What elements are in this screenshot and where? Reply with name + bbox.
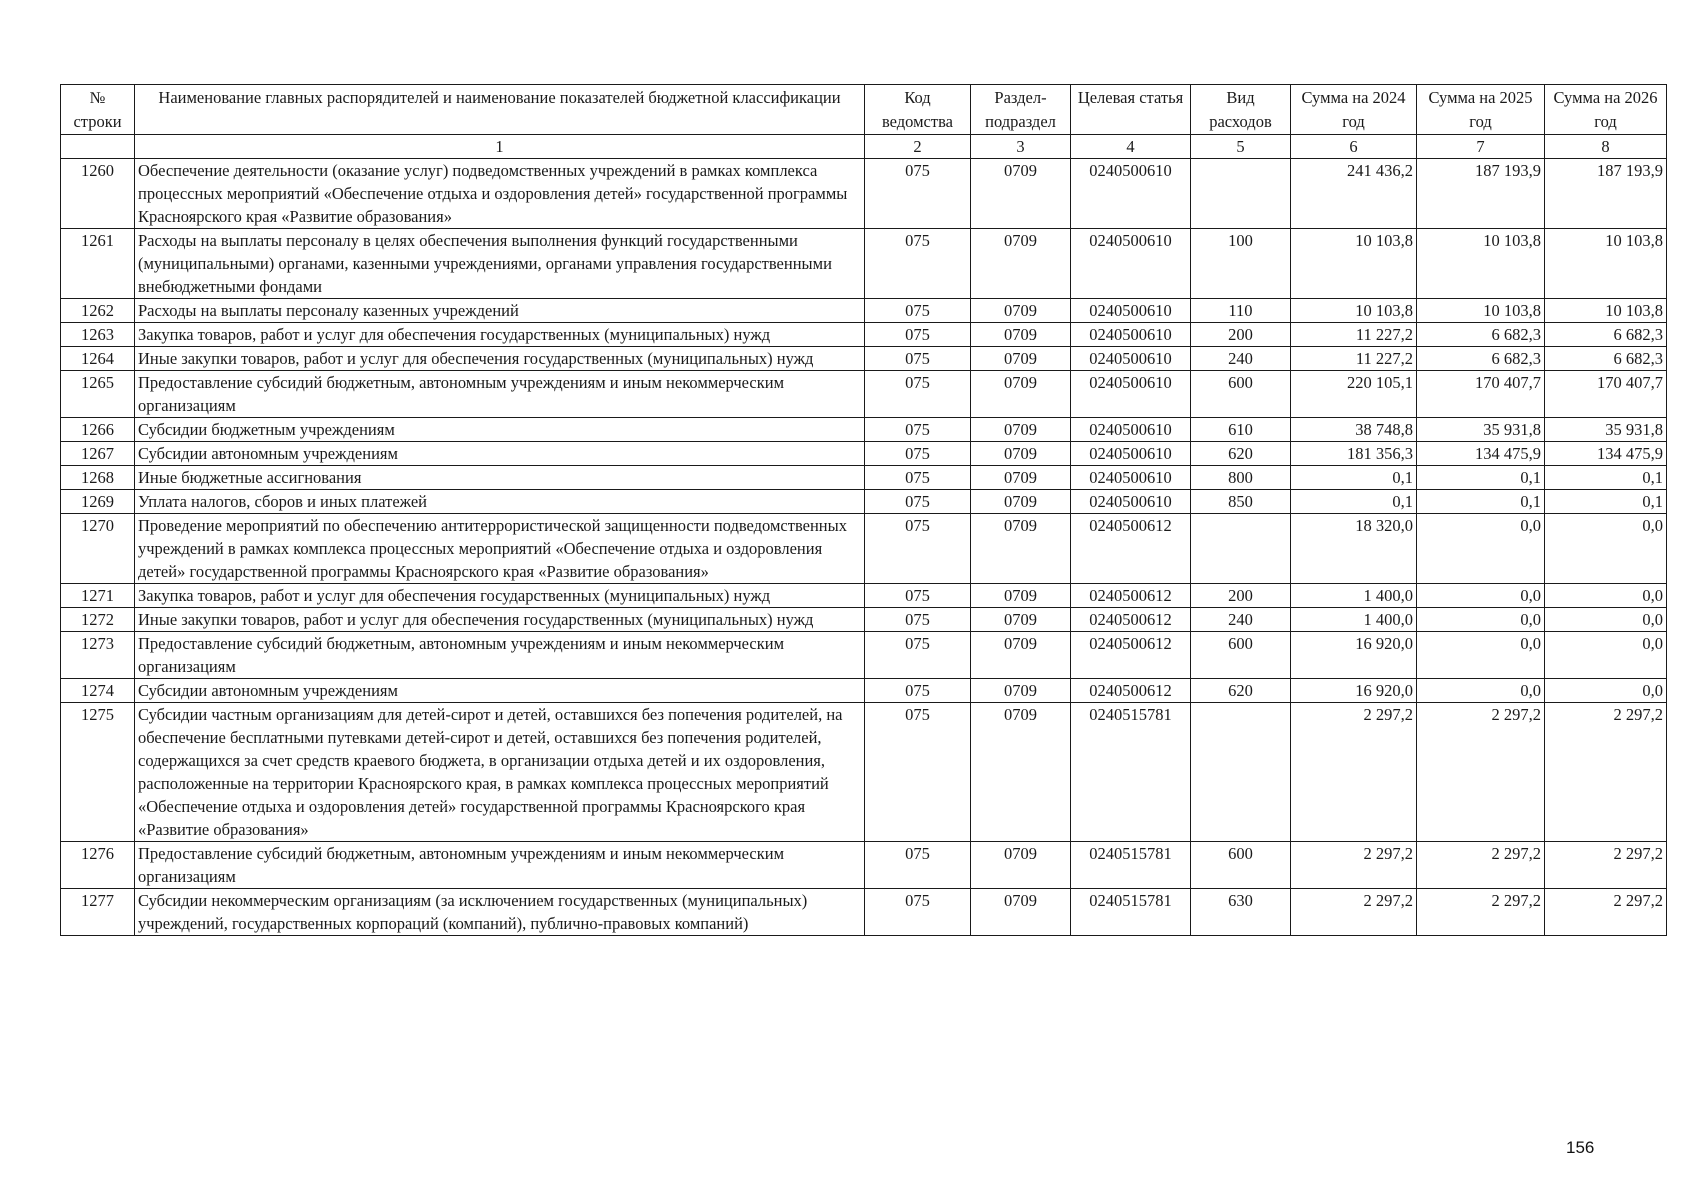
- header-expense-type: Вид расходов: [1191, 85, 1291, 135]
- table-row: [61, 371, 1667, 418]
- header-sum-2025: Сумма на 2025 год: [1417, 85, 1545, 135]
- cell-section: 0709: [971, 371, 1071, 418]
- cell-row-number: 1263: [61, 323, 135, 347]
- cell-target-item: 0240500610: [1071, 442, 1191, 466]
- table-row: [61, 229, 1667, 299]
- cell-sum-2024: 10 103,8: [1291, 229, 1417, 299]
- cell-section: 0709: [971, 466, 1071, 490]
- cell-sum-2026: 0,1: [1545, 490, 1667, 514]
- cell-section: 0709: [971, 608, 1071, 632]
- cell-row-number: 1271: [61, 584, 135, 608]
- cell-sum-2024: 2 297,2: [1291, 889, 1417, 936]
- cell-target-item: 0240500612: [1071, 632, 1191, 679]
- cell-name: Субсидии автономным учреждениям: [135, 679, 865, 703]
- table-row: [61, 889, 1667, 936]
- cell-sum-2025: 6 682,3: [1417, 347, 1545, 371]
- cell-department-code: 075: [865, 514, 971, 584]
- cell-target-item: 0240500612: [1071, 584, 1191, 608]
- cell-section: 0709: [971, 418, 1071, 442]
- cell-row-number: 1268: [61, 466, 135, 490]
- cell-target-item: 0240500610: [1071, 466, 1191, 490]
- table-row: [61, 159, 1667, 229]
- column-number: 4: [1071, 135, 1191, 159]
- cell-section: 0709: [971, 490, 1071, 514]
- cell-section: 0709: [971, 842, 1071, 889]
- cell-name: Иные закупки товаров, работ и услуг для обеспечения государственных (муниципальных) нужд: [135, 608, 865, 632]
- cell-sum-2026: 35 931,8: [1545, 418, 1667, 442]
- cell-sum-2026: 6 682,3: [1545, 347, 1667, 371]
- table-header: [61, 85, 1667, 159]
- column-number: 6: [1291, 135, 1417, 159]
- cell-name: Предоставление субсидий бюджетным, автономным учреждениям и иным некоммерческим организациям: [135, 842, 865, 889]
- cell-sum-2024: 11 227,2: [1291, 323, 1417, 347]
- cell-sum-2025: 187 193,9: [1417, 159, 1545, 229]
- cell-sum-2026: 2 297,2: [1545, 842, 1667, 889]
- cell-row-number: 1273: [61, 632, 135, 679]
- cell-name: Расходы на выплаты персоналу казенных учреждений: [135, 299, 865, 323]
- cell-expense-type: 110: [1191, 299, 1291, 323]
- cell-section: 0709: [971, 347, 1071, 371]
- cell-expense-type: [1191, 703, 1291, 842]
- cell-section: 0709: [971, 229, 1071, 299]
- cell-sum-2026: 2 297,2: [1545, 703, 1667, 842]
- cell-name: Субсидии автономным учреждениям: [135, 442, 865, 466]
- cell-section: 0709: [971, 323, 1071, 347]
- cell-department-code: 075: [865, 371, 971, 418]
- cell-sum-2025: 0,0: [1417, 679, 1545, 703]
- cell-sum-2025: 0,0: [1417, 584, 1545, 608]
- cell-name: Предоставление субсидий бюджетным, автономным учреждениям и иным некоммерческим организациям: [135, 371, 865, 418]
- cell-target-item: 0240500610: [1071, 299, 1191, 323]
- cell-sum-2026: 170 407,7: [1545, 371, 1667, 418]
- cell-expense-type: 600: [1191, 632, 1291, 679]
- cell-department-code: 075: [865, 323, 971, 347]
- cell-expense-type: [1191, 159, 1291, 229]
- cell-name: Уплата налогов, сборов и иных платежей: [135, 490, 865, 514]
- table-row: [61, 490, 1667, 514]
- column-number: 3: [971, 135, 1071, 159]
- cell-row-number: 1270: [61, 514, 135, 584]
- cell-sum-2025: 35 931,8: [1417, 418, 1545, 442]
- cell-name: Закупка товаров, работ и услуг для обеспечения государственных (муниципальных) нужд: [135, 584, 865, 608]
- cell-row-number: 1274: [61, 679, 135, 703]
- cell-expense-type: 600: [1191, 842, 1291, 889]
- cell-sum-2025: 134 475,9: [1417, 442, 1545, 466]
- cell-sum-2026: 187 193,9: [1545, 159, 1667, 229]
- cell-expense-type: 200: [1191, 323, 1291, 347]
- cell-sum-2025: 2 297,2: [1417, 889, 1545, 936]
- cell-section: 0709: [971, 679, 1071, 703]
- cell-sum-2025: 2 297,2: [1417, 842, 1545, 889]
- cell-sum-2026: 0,1: [1545, 466, 1667, 490]
- header-sum-2026: Сумма на 2026 год: [1545, 85, 1667, 135]
- cell-expense-type: 620: [1191, 442, 1291, 466]
- cell-expense-type: 850: [1191, 490, 1291, 514]
- cell-department-code: 075: [865, 703, 971, 842]
- cell-section: 0709: [971, 703, 1071, 842]
- cell-sum-2025: 0,1: [1417, 466, 1545, 490]
- cell-row-number: 1265: [61, 371, 135, 418]
- cell-sum-2024: 1 400,0: [1291, 584, 1417, 608]
- cell-sum-2026: 2 297,2: [1545, 889, 1667, 936]
- cell-sum-2026: 0,0: [1545, 679, 1667, 703]
- cell-row-number: 1272: [61, 608, 135, 632]
- cell-expense-type: 800: [1191, 466, 1291, 490]
- cell-sum-2024: 11 227,2: [1291, 347, 1417, 371]
- cell-section: 0709: [971, 632, 1071, 679]
- cell-sum-2024: 10 103,8: [1291, 299, 1417, 323]
- table-row: [61, 442, 1667, 466]
- header-section: Раздел-подраздел: [971, 85, 1071, 135]
- cell-name: Иные бюджетные ассигнования: [135, 466, 865, 490]
- cell-expense-type: 240: [1191, 608, 1291, 632]
- cell-target-item: 0240500610: [1071, 371, 1191, 418]
- table-row: [61, 466, 1667, 490]
- cell-row-number: 1275: [61, 703, 135, 842]
- cell-target-item: 0240500612: [1071, 608, 1191, 632]
- cell-name: Предоставление субсидий бюджетным, автономным учреждениям и иным некоммерческим организациям: [135, 632, 865, 679]
- cell-section: 0709: [971, 159, 1071, 229]
- cell-sum-2026: 0,0: [1545, 514, 1667, 584]
- cell-target-item: 0240500610: [1071, 490, 1191, 514]
- table-row: [61, 418, 1667, 442]
- cell-department-code: 075: [865, 418, 971, 442]
- cell-department-code: 075: [865, 679, 971, 703]
- cell-sum-2024: 181 356,3: [1291, 442, 1417, 466]
- cell-department-code: 075: [865, 466, 971, 490]
- cell-department-code: 075: [865, 299, 971, 323]
- cell-sum-2025: 0,0: [1417, 632, 1545, 679]
- cell-target-item: 0240500610: [1071, 323, 1191, 347]
- cell-target-item: 0240500610: [1071, 159, 1191, 229]
- cell-row-number: 1276: [61, 842, 135, 889]
- cell-sum-2024: 38 748,8: [1291, 418, 1417, 442]
- table-row: [61, 323, 1667, 347]
- table-body: [61, 159, 1667, 936]
- cell-department-code: 075: [865, 842, 971, 889]
- cell-sum-2024: 2 297,2: [1291, 842, 1417, 889]
- cell-target-item: 0240500610: [1071, 418, 1191, 442]
- header-row-number: № строки: [61, 85, 135, 135]
- cell-sum-2025: 0,0: [1417, 514, 1545, 584]
- table-row: [61, 299, 1667, 323]
- table-row: [61, 679, 1667, 703]
- cell-sum-2025: 10 103,8: [1417, 229, 1545, 299]
- cell-section: 0709: [971, 584, 1071, 608]
- cell-name: Субсидии частным организациям для детей-сирот и детей, оставшихся без попечения родителей, на обеспечение бесплатными путевками детей-сирот и детей, оставшихся без попечения родителей, содержащихся за счет средств краевого бюджета, в организации отдыха детей и их оздоровления, расположенные на территории Красноярского края, в рамках комплекса процессных мероприятий «Обеспечение отдыха и оздоровления детей» государственной программы Красноярского края «Развитие образования»: [135, 703, 865, 842]
- cell-sum-2026: 0,0: [1545, 584, 1667, 608]
- cell-department-code: 075: [865, 632, 971, 679]
- cell-sum-2026: 0,0: [1545, 632, 1667, 679]
- cell-target-item: 0240500610: [1071, 347, 1191, 371]
- cell-department-code: 075: [865, 608, 971, 632]
- budget-document: [60, 84, 1666, 936]
- cell-department-code: 075: [865, 347, 971, 371]
- cell-expense-type: 240: [1191, 347, 1291, 371]
- column-number: 2: [865, 135, 971, 159]
- cell-department-code: 075: [865, 584, 971, 608]
- cell-department-code: 075: [865, 442, 971, 466]
- header-sum-2024: Сумма на 2024 год: [1291, 85, 1417, 135]
- cell-section: 0709: [971, 514, 1071, 584]
- column-numbers-row: [61, 135, 1667, 159]
- cell-name: Иные закупки товаров, работ и услуг для обеспечения государственных (муниципальных) нужд: [135, 347, 865, 371]
- cell-sum-2025: 2 297,2: [1417, 703, 1545, 842]
- header-name: Наименование главных распорядителей и наименование показателей бюджетной классификации: [135, 85, 865, 135]
- cell-sum-2025: 0,1: [1417, 490, 1545, 514]
- table-row: [61, 514, 1667, 584]
- cell-name: Расходы на выплаты персоналу в целях обеспечения выполнения функций государственными (муниципальными) органами, казенными учреждениями, органами управления государственными внебюджетными фондами: [135, 229, 865, 299]
- table-row: [61, 584, 1667, 608]
- cell-name: Обеспечение деятельности (оказание услуг) подведомственных учреждений в рамках комплекса процессных мероприятий «Обеспечение отдыха и оздоровления детей» государственной программы Красноярского края «Развитие образования»: [135, 159, 865, 229]
- cell-target-item: 0240515781: [1071, 703, 1191, 842]
- cell-expense-type: 620: [1191, 679, 1291, 703]
- cell-department-code: 075: [865, 159, 971, 229]
- table-row: [61, 347, 1667, 371]
- cell-sum-2026: 10 103,8: [1545, 229, 1667, 299]
- cell-name: Проведение мероприятий по обеспечению антитеррористической защищенности подведомственных учреждений в рамках комплекса процессных мероприятий «Обеспечение отдыха и оздоровления детей» государственной программы Красноярского края «Развитие образования»: [135, 514, 865, 584]
- cell-sum-2024: 1 400,0: [1291, 608, 1417, 632]
- cell-expense-type: 600: [1191, 371, 1291, 418]
- page-number: 156: [1566, 1138, 1595, 1157]
- table-row: [61, 608, 1667, 632]
- cell-sum-2024: 0,1: [1291, 490, 1417, 514]
- table-row: [61, 703, 1667, 842]
- cell-department-code: 075: [865, 229, 971, 299]
- cell-expense-type: 610: [1191, 418, 1291, 442]
- cell-expense-type: 630: [1191, 889, 1291, 936]
- cell-expense-type: 200: [1191, 584, 1291, 608]
- cell-row-number: 1260: [61, 159, 135, 229]
- cell-sum-2026: 134 475,9: [1545, 442, 1667, 466]
- cell-sum-2024: 18 320,0: [1291, 514, 1417, 584]
- column-number: 7: [1417, 135, 1545, 159]
- cell-section: 0709: [971, 442, 1071, 466]
- cell-sum-2024: 241 436,2: [1291, 159, 1417, 229]
- column-number: 5: [1191, 135, 1291, 159]
- header-target-item: Целевая статья: [1071, 85, 1191, 135]
- cell-section: 0709: [971, 889, 1071, 936]
- cell-sum-2026: 6 682,3: [1545, 323, 1667, 347]
- cell-row-number: 1261: [61, 229, 135, 299]
- cell-sum-2024: 2 297,2: [1291, 703, 1417, 842]
- header-department-code: Код ведомства: [865, 85, 971, 135]
- cell-row-number: 1277: [61, 889, 135, 936]
- cell-row-number: 1269: [61, 490, 135, 514]
- cell-expense-type: [1191, 514, 1291, 584]
- column-number: [61, 135, 135, 159]
- cell-name: Закупка товаров, работ и услуг для обеспечения государственных (муниципальных) нужд: [135, 323, 865, 347]
- cell-department-code: 075: [865, 889, 971, 936]
- cell-row-number: 1264: [61, 347, 135, 371]
- cell-sum-2025: 6 682,3: [1417, 323, 1545, 347]
- cell-name: Субсидии некоммерческим организациям (за исключением государственных (муниципальных) учреждений, государственных корпораций (компаний), публично-правовых компаний): [135, 889, 865, 936]
- table-row: [61, 632, 1667, 679]
- cell-sum-2024: 220 105,1: [1291, 371, 1417, 418]
- cell-sum-2025: 10 103,8: [1417, 299, 1545, 323]
- cell-sum-2026: 10 103,8: [1545, 299, 1667, 323]
- cell-target-item: 0240500612: [1071, 514, 1191, 584]
- cell-sum-2024: 16 920,0: [1291, 679, 1417, 703]
- cell-sum-2026: 0,0: [1545, 608, 1667, 632]
- cell-target-item: 0240515781: [1071, 889, 1191, 936]
- budget-table: [60, 84, 1667, 936]
- cell-section: 0709: [971, 299, 1071, 323]
- cell-sum-2024: 0,1: [1291, 466, 1417, 490]
- cell-expense-type: 100: [1191, 229, 1291, 299]
- cell-row-number: 1266: [61, 418, 135, 442]
- cell-sum-2025: 0,0: [1417, 608, 1545, 632]
- cell-target-item: 0240515781: [1071, 842, 1191, 889]
- cell-row-number: 1267: [61, 442, 135, 466]
- column-number: 8: [1545, 135, 1667, 159]
- cell-target-item: 0240500610: [1071, 229, 1191, 299]
- table-row: [61, 842, 1667, 889]
- cell-target-item: 0240500612: [1071, 679, 1191, 703]
- cell-sum-2025: 170 407,7: [1417, 371, 1545, 418]
- cell-row-number: 1262: [61, 299, 135, 323]
- cell-department-code: 075: [865, 490, 971, 514]
- cell-sum-2024: 16 920,0: [1291, 632, 1417, 679]
- cell-name: Субсидии бюджетным учреждениям: [135, 418, 865, 442]
- column-number: 1: [135, 135, 865, 159]
